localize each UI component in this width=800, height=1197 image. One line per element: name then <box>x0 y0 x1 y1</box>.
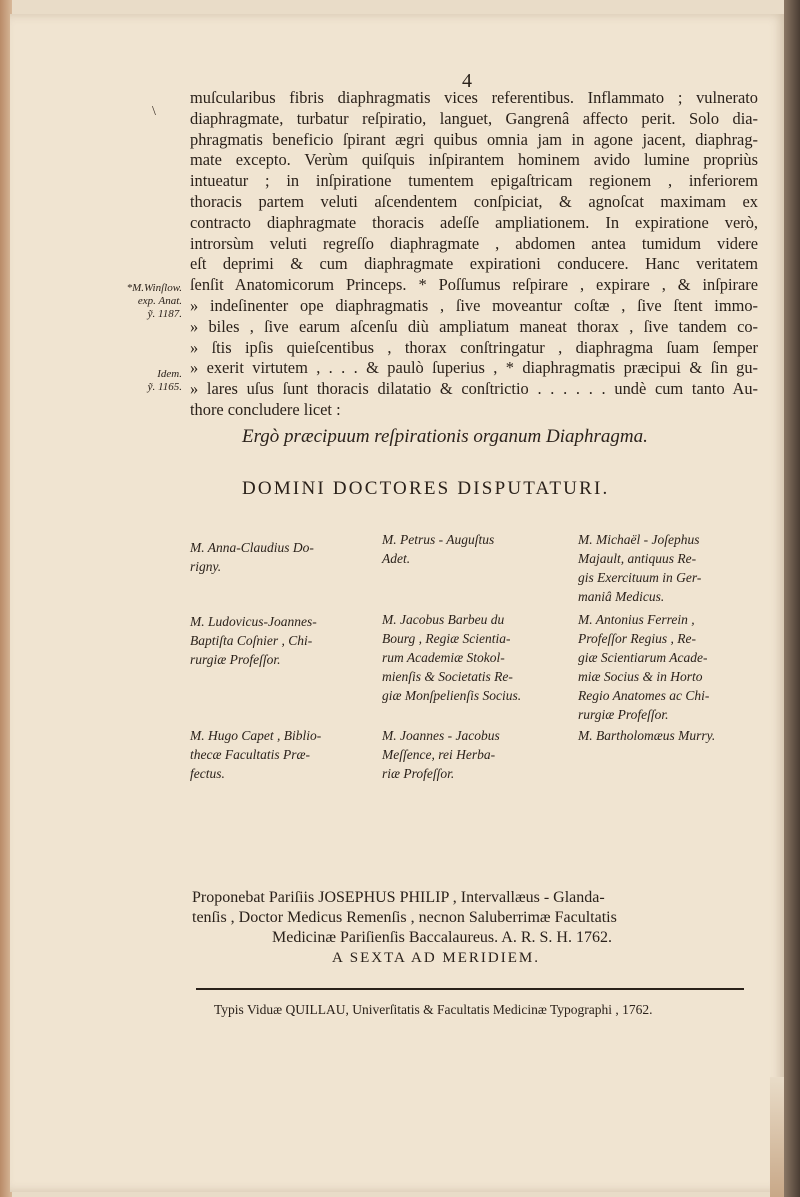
page-number: 4 <box>462 70 472 92</box>
body-line: muſcularibus fibris diaphragmatis vices referentibus. Inflammato ; vulnerato <box>190 88 758 107</box>
doctor-entry: M. Hugo Capet , Biblio- thecæ Facultatis Præ- fectus. <box>190 728 322 781</box>
body-line: diaphragmate, turbatur reſpiratio, languet, Gangrenâ affecto perit. Solo dia- <box>190 108 758 128</box>
horizontal-rule <box>196 988 744 990</box>
doctor-entry: M. Jacobus Barbeu du Bourg , Regiæ Scientia- rum Academiæ Stokol- mienſis & Societatis Re- giæ Monſpelienſis Socius. <box>382 612 522 703</box>
body-line: » exerit virtutem , . . . & paulò ſuperius , * diaphragmatis præcipui & ſin gu- <box>190 358 758 378</box>
proposal-line: tenſis , Doctor Medicus Remenſis , necnon Saluberrimæ Facultatis <box>192 909 617 926</box>
printer-imprint: Typis Viduæ QUILLAU, Univerſitatis & Facultatis Medicinæ Typographi , 1762. <box>214 1002 653 1017</box>
margin-note-winslow <box>112 282 182 321</box>
conclusion-line: Ergò præcipuum reſpirationis organum Diaphragma. <box>242 426 648 447</box>
body-line: intueatur ; in inſpiratione tumentem epigaſtricam regionem , inferiorem <box>190 171 758 191</box>
margin-note-line: *M.Winſlow. <box>126 282 182 294</box>
body-line: » lares uſus ſunt thoracis dilatatio & conſtrictio . . . . . . undè cum tanto Au- <box>190 379 758 399</box>
margin-note-idem <box>112 368 182 394</box>
body-line: introrsùm veluti regreſſo diaphragmate , abdomen antea tumidum videre <box>190 233 758 253</box>
doctor-entry: M. Michaël - Joſephus Majault, antiquus Re- gis Exercituum in Ger- maniâ Medicus. <box>578 532 702 604</box>
body-line: phragmatis beneficio ſpirant ægri quibus omnia jam in agone jacent, diaphrag- <box>190 129 758 149</box>
body-line: mate excepto. Verùm quiſquis inſpirantem hominem avido lumine propriùs <box>190 150 758 170</box>
proposal-block <box>192 888 758 968</box>
body-line: » biles , ſive earum aſcenſu diù ampliatum maneat thorax , ſive tandem co- <box>190 316 758 336</box>
doctor-entry: M. Joannes - Jacobus Meſſence, rei Herba- riæ Profeſſor. <box>382 728 500 781</box>
doctor-entry: M. Ludovicus-Joannes- Baptiſta Coſnier , Chi- rurgiæ Profeſſor. <box>190 614 317 667</box>
proposal-time: A SEXTA AD MERIDIEM. <box>332 950 540 966</box>
doctor-entry: M. Petrus - Auguſtus Adet. <box>382 532 495 566</box>
body-line: contracto diaphragmate thoracis adeſſe ampliationem. In expiratione verò, <box>190 212 758 232</box>
doctor-entry: M. Antonius Ferrein , Profeſſor Regius , Re- giæ Scientiarum Acade- miæ Socius & in Horto Regio Anatomes ac Chi- rurgiæ Profeſſor. <box>578 612 710 722</box>
doctor-entry: M. Anna-Claudius Do- rigny. <box>190 540 314 574</box>
page-fore-edge <box>784 0 800 1197</box>
margin-note-line: ỹ. 1165. <box>147 381 182 393</box>
doctor-entry: M. Bartholomæus Murry. <box>578 728 716 743</box>
body-paragraph <box>190 88 758 421</box>
section-heading: DOMINI DOCTORES DISPUTATURI. <box>242 478 610 499</box>
body-line: ſenſit Anatomicorum Princeps. * Poſſumus reſpirare , expirare , & inſpirare <box>190 275 758 295</box>
proposal-line: Medicinæ Pariſienſis Baccalaureus. A. R. S. H. 1762. <box>272 929 612 946</box>
page-corner <box>770 1077 784 1197</box>
proposal-line: Proponebat Pariſiis JOSEPHUS PHILIP , Intervallæus - Glanda- <box>192 889 605 906</box>
body-line: » ſtis ipſis quieſcentibus , thorax conſtringatur , diaphragma ſuam ſemper <box>190 337 758 357</box>
body-line: thore concludere licet : <box>190 399 341 419</box>
margin-note-line: Idem. <box>157 368 182 380</box>
margin-note-line: exp. Anat. <box>137 295 182 307</box>
body-line: thoracis partem veluti aſcendentem conſpiciat, & agnoſcat maximam ex <box>190 191 758 211</box>
margin-note-line: ỹ. 1187. <box>147 308 182 320</box>
margin-mark: \ <box>152 104 156 119</box>
body-line: eſt deprimi & cum diaphragmate expirationi conducere. Hanc veritatem <box>190 254 758 274</box>
body-line: » indeſinenter ope diaphragmatis , ſive moveantur coſtæ , ſive ſtent immo- <box>190 295 758 315</box>
